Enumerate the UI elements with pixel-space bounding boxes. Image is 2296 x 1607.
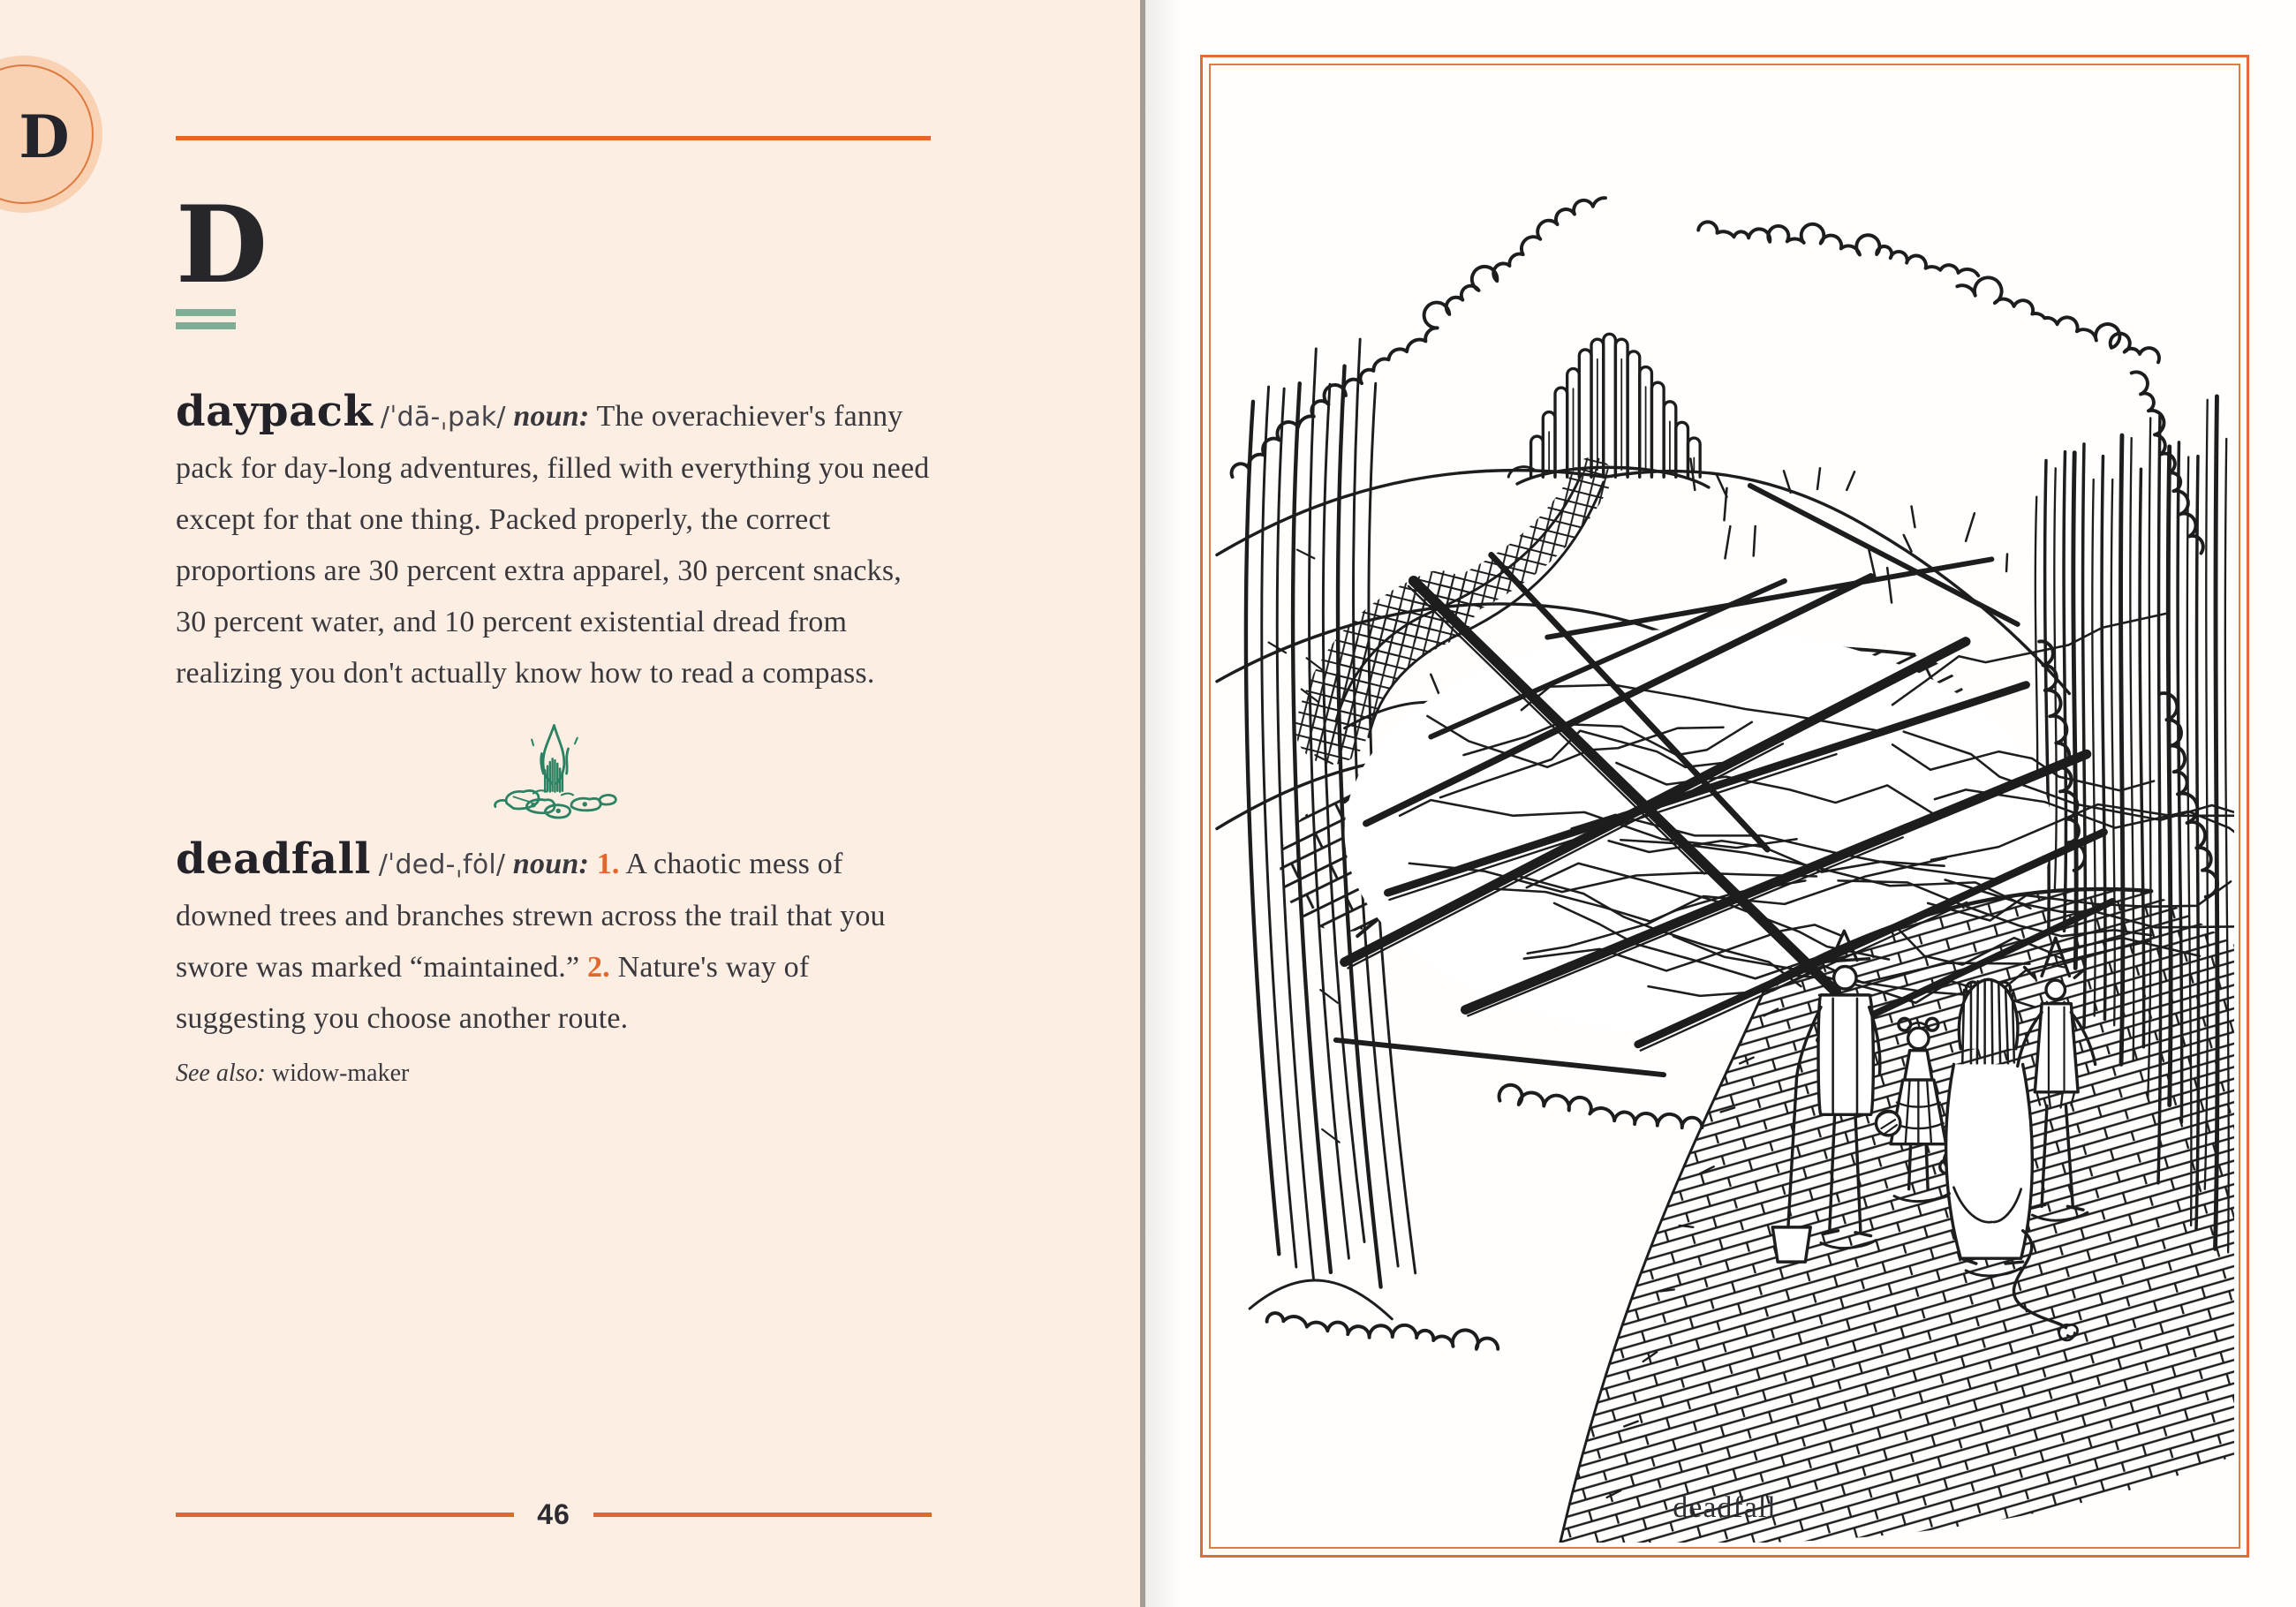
section-letter-heading: D	[176, 183, 268, 307]
entry-pronunciation: /ˈdā-ˌpak/	[380, 402, 506, 433]
entry-part-of-speech: noun:	[512, 848, 589, 880]
entry-pronunciation: /ˈded-ˌfȯl/	[378, 849, 506, 880]
campfire-icon	[176, 721, 932, 828]
left-page	[0, 0, 1145, 1607]
page-number: 46	[537, 1498, 570, 1530]
see-also-line	[176, 1057, 932, 1090]
deadfall-illustration	[1215, 70, 2234, 1543]
sense-2-text: Nature's way of suggesting you choose another route.	[176, 951, 810, 1035]
illustration-frame	[1200, 55, 2249, 1558]
letter-tab	[0, 56, 102, 213]
sense-2-number: 2.	[586, 951, 610, 984]
see-also-reference: widow-maker	[271, 1060, 410, 1087]
illustration-caption: deadfall	[1673, 1491, 1777, 1524]
right-page	[1145, 0, 2296, 1607]
entry-word: daypack	[176, 387, 374, 436]
footer-rule-left	[176, 1513, 514, 1517]
entry-part-of-speech: noun:	[513, 400, 590, 433]
entry-definition: The overachiever's fanny pack for day-long adventures, filled with everything you need except for that one thing. Packed properly, the correct proportions are 30 percent extra apparel, 30 percent snacks, 30 percent water, and 10 percent existential dread from realizing you don't actually know how to read a compass.	[176, 400, 930, 690]
entry-word: deadfall	[176, 834, 371, 884]
see-also-label: See also:	[176, 1060, 266, 1087]
sense-1-number: 1.	[596, 848, 620, 880]
letter-tab-label: D	[19, 102, 70, 171]
section-letter-underline	[176, 309, 236, 329]
entry-daypack	[176, 386, 932, 699]
left-page-content	[176, 0, 932, 1115]
footer-rule-right	[593, 1513, 932, 1517]
page-footer	[176, 1498, 932, 1531]
sense-1-text: A chaotic mess of downed trees and branches strewn across the trail that you swore was marked “maintained.”	[176, 848, 886, 984]
entry-deadfall	[176, 834, 932, 1045]
emerald-city	[1508, 334, 1709, 487]
